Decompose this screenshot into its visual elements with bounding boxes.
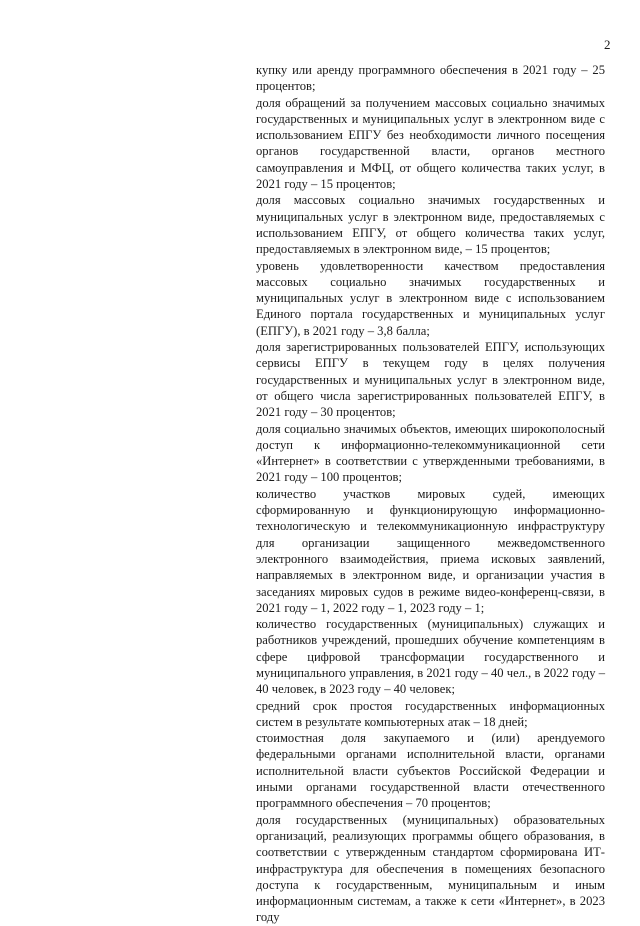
paragraph-2: доля обращений за получением массовых социально значимых государственных и муниципальных услуг в электронном виде с использованием ЕПГУ без необходимости личного посещения органов государственной власти, органов местного самоуправления и МФЦ, от общего количества таких услуг, в 2021 году – 15 процентов; — [256, 95, 605, 192]
paragraph-7: количество участков мировых судей, имеющих сформированную и функционирующую информационно-технологическую и телекоммуникационную инфраструктуру для организации защищенного межведомственного электронного взаимодействия, приема исковых заявлений, направляемых в электронном виде, и организации участия в заседаниях мировых судов в режиме видео-конференц-связи, в 2021 году – 1, 2022 году – 1, 2023 году – 1; — [256, 486, 605, 615]
paragraph-10: стоимостная доля закупаемого и (или) арендуемого федеральными органами исполнительной власти, органами исполнительной власти субъектов Российской Федерации и иными органами государственной власти отечественного программного обеспечения – 70 процентов; — [256, 731, 605, 811]
paragraph-11: доля государственных (муниципальных) образовательных организаций, реализующих программы общего образования, в соответствии с утвержденным стандартом сформирована ИТ-инфраструктура для обеспечения в помещениях безопасного доступа к государственным, муниципальным и иным информационным системам, а также к сети «Интернет», в 2023 году — [256, 812, 605, 925]
paragraph-6: доля социально значимых объектов, имеющих широкополосный доступ к информационно-телекоммуникационной сети «Интернет» в соответствии с утвержденными требованиями, в 2021 году – 100 процентов; — [256, 421, 605, 485]
paragraph-1: купку или аренду программного обеспечения в 2021 году – 25 процентов; — [256, 63, 605, 94]
paragraph-5: доля зарегистрированных пользователей ЕПГУ, использующих сервисы ЕПГУ в текущем году в целях получения государственных и муниципальных услуг в электронном виде, от общего числа зарегистрированных пользователей ЕПГУ, в 2021 году – 30 процентов; — [256, 340, 605, 420]
page-number: 2 — [604, 37, 611, 52]
document-body — [256, 62, 605, 926]
paragraph-8: количество государственных (муниципальных) служащих и работников учреждений, прошедших обучение компетенциям в сфере цифровой трансформации государственного и муниципального управления, в 2021 году – 40 чел., в 2022 году – 40 человек, в 2023 году – 40 человек; — [256, 617, 605, 697]
paragraph-4: уровень удовлетворенности качеством предоставления массовых социально значимых государственных и муниципальных услуг в электронном виде с использованием Единого портала государственных и муниципальных услуг (ЕПГУ), в 2021 году – 3,8 балла; — [256, 258, 605, 338]
paragraph-9: средний срок простоя государственных информационных систем в результате компьютерных атак – 18 дней; — [256, 698, 605, 729]
paragraph-3: доля массовых социально значимых государственных и муниципальных услуг в электронном виде, предоставляемых с использованием ЕПГУ, от общего количества таких услуг, предоставляемых в электронном виде, – 15 процентов; — [256, 193, 605, 257]
